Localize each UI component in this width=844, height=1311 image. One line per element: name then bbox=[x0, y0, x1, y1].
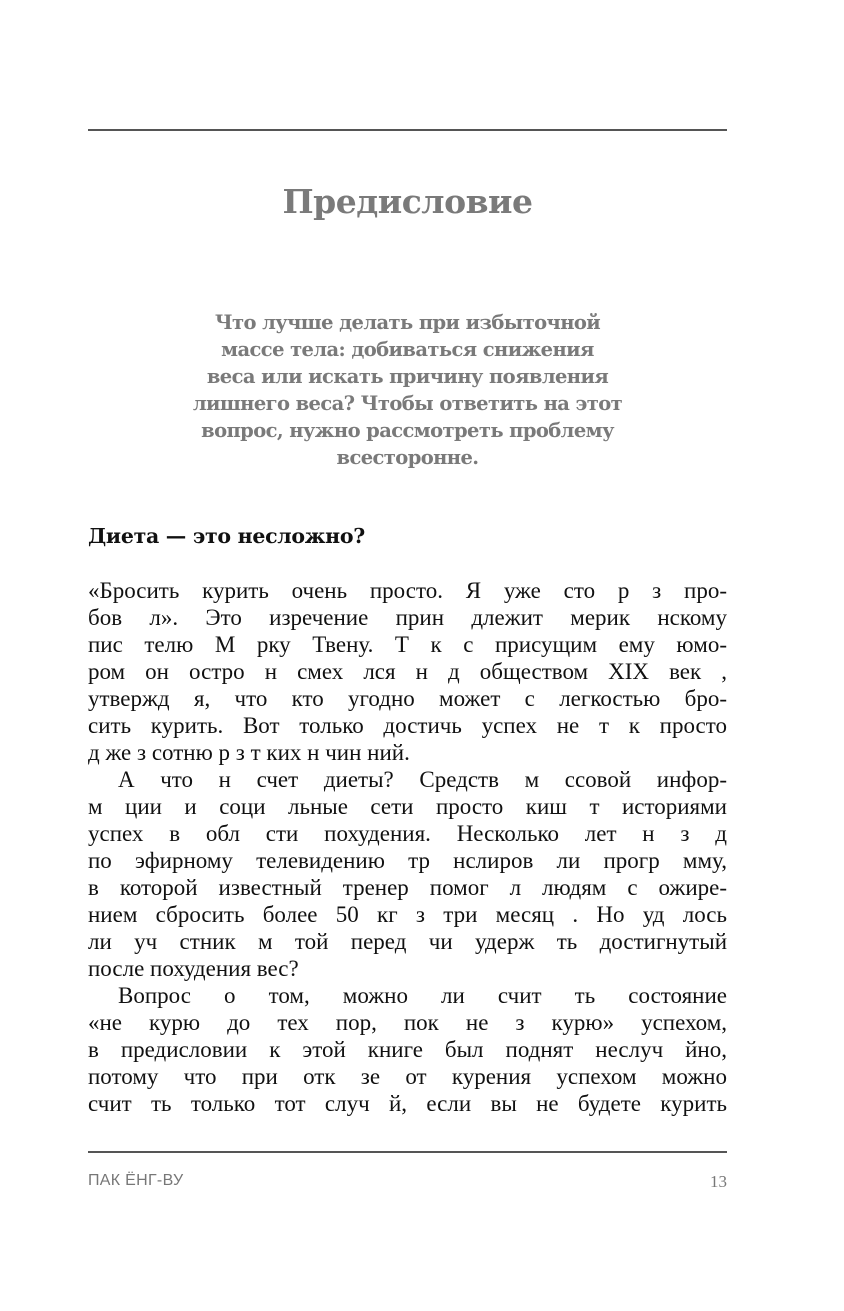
body-line: бов л». Это изречение прин длежит мерик нскому bbox=[88, 605, 727, 630]
body-line: после похудения вес? bbox=[88, 956, 299, 981]
chapter-title: Предисловие bbox=[282, 182, 533, 222]
running-footer-author: ПАК ЁНГ-ВУ bbox=[88, 1172, 184, 1189]
body-line: «не курю до тех пор, пок не з курю» успехом, bbox=[88, 1010, 727, 1035]
body-line: сить курить. Вот только достичь успех не т к просто bbox=[88, 713, 727, 738]
epigraph-line: массе тела: добиваться снижения bbox=[221, 338, 594, 361]
top-rule bbox=[88, 129, 727, 131]
epigraph-line: всесторонне. bbox=[336, 446, 479, 469]
page-number: 13 bbox=[710, 1172, 727, 1191]
epigraph-line: веса или искать причину появления bbox=[206, 365, 609, 388]
body-line: потому что при отк зе от курения успехом можно bbox=[88, 1064, 727, 1089]
body-text bbox=[88, 577, 727, 1117]
body-line: «Бросить курить очень просто. Я уже сто р з про- bbox=[88, 578, 727, 603]
body-line: д же з сотню р з т ких н чин ний. bbox=[88, 740, 410, 765]
body-line: утвержд я, что кто угодно может с легкостью бро- bbox=[88, 686, 727, 711]
body-line: пис телю М рку Твену. Т к с присущим ему юмо- bbox=[88, 632, 727, 657]
body-line: нием сбросить более 50 кг з три месяц . Но уд лось bbox=[88, 902, 727, 927]
body-line: А что н счет диеты? Средств м ссовой инфор- bbox=[118, 767, 727, 792]
epigraph bbox=[170, 309, 645, 471]
bottom-rule bbox=[88, 1151, 727, 1153]
body-line: по эфирному телевидению тр нслиров ли прогр мму, bbox=[88, 848, 727, 873]
body-line: в предисловии к этой книге был поднят неслуч йно, bbox=[88, 1037, 727, 1062]
body-line: ли уч стник м той перед чи удерж ть достигнутый bbox=[88, 929, 727, 954]
body-line: успех в обл сти похудения. Несколько лет н з д bbox=[88, 821, 727, 846]
epigraph-line: вопрос, нужно рассмотреть проблему bbox=[201, 419, 614, 442]
body-line: Вопрос о том, можно ли счит ть состояние bbox=[118, 983, 727, 1008]
body-line: ром он остро н смех лся н д обществом XIX век , bbox=[88, 659, 727, 684]
body-line: счит ть только тот случ й, если вы не будете курить bbox=[88, 1091, 727, 1116]
epigraph-line: лишнего веса? Чтобы ответить на этот bbox=[192, 392, 623, 415]
section-heading: Диета — это несложно? bbox=[88, 524, 365, 548]
epigraph-line: Что лучше делать при избыточной bbox=[214, 311, 601, 334]
body-line: м ции и соци льные сети просто киш т историями bbox=[88, 794, 727, 819]
body-line: в которой известный тренер помог л людям с ожире- bbox=[88, 875, 727, 900]
